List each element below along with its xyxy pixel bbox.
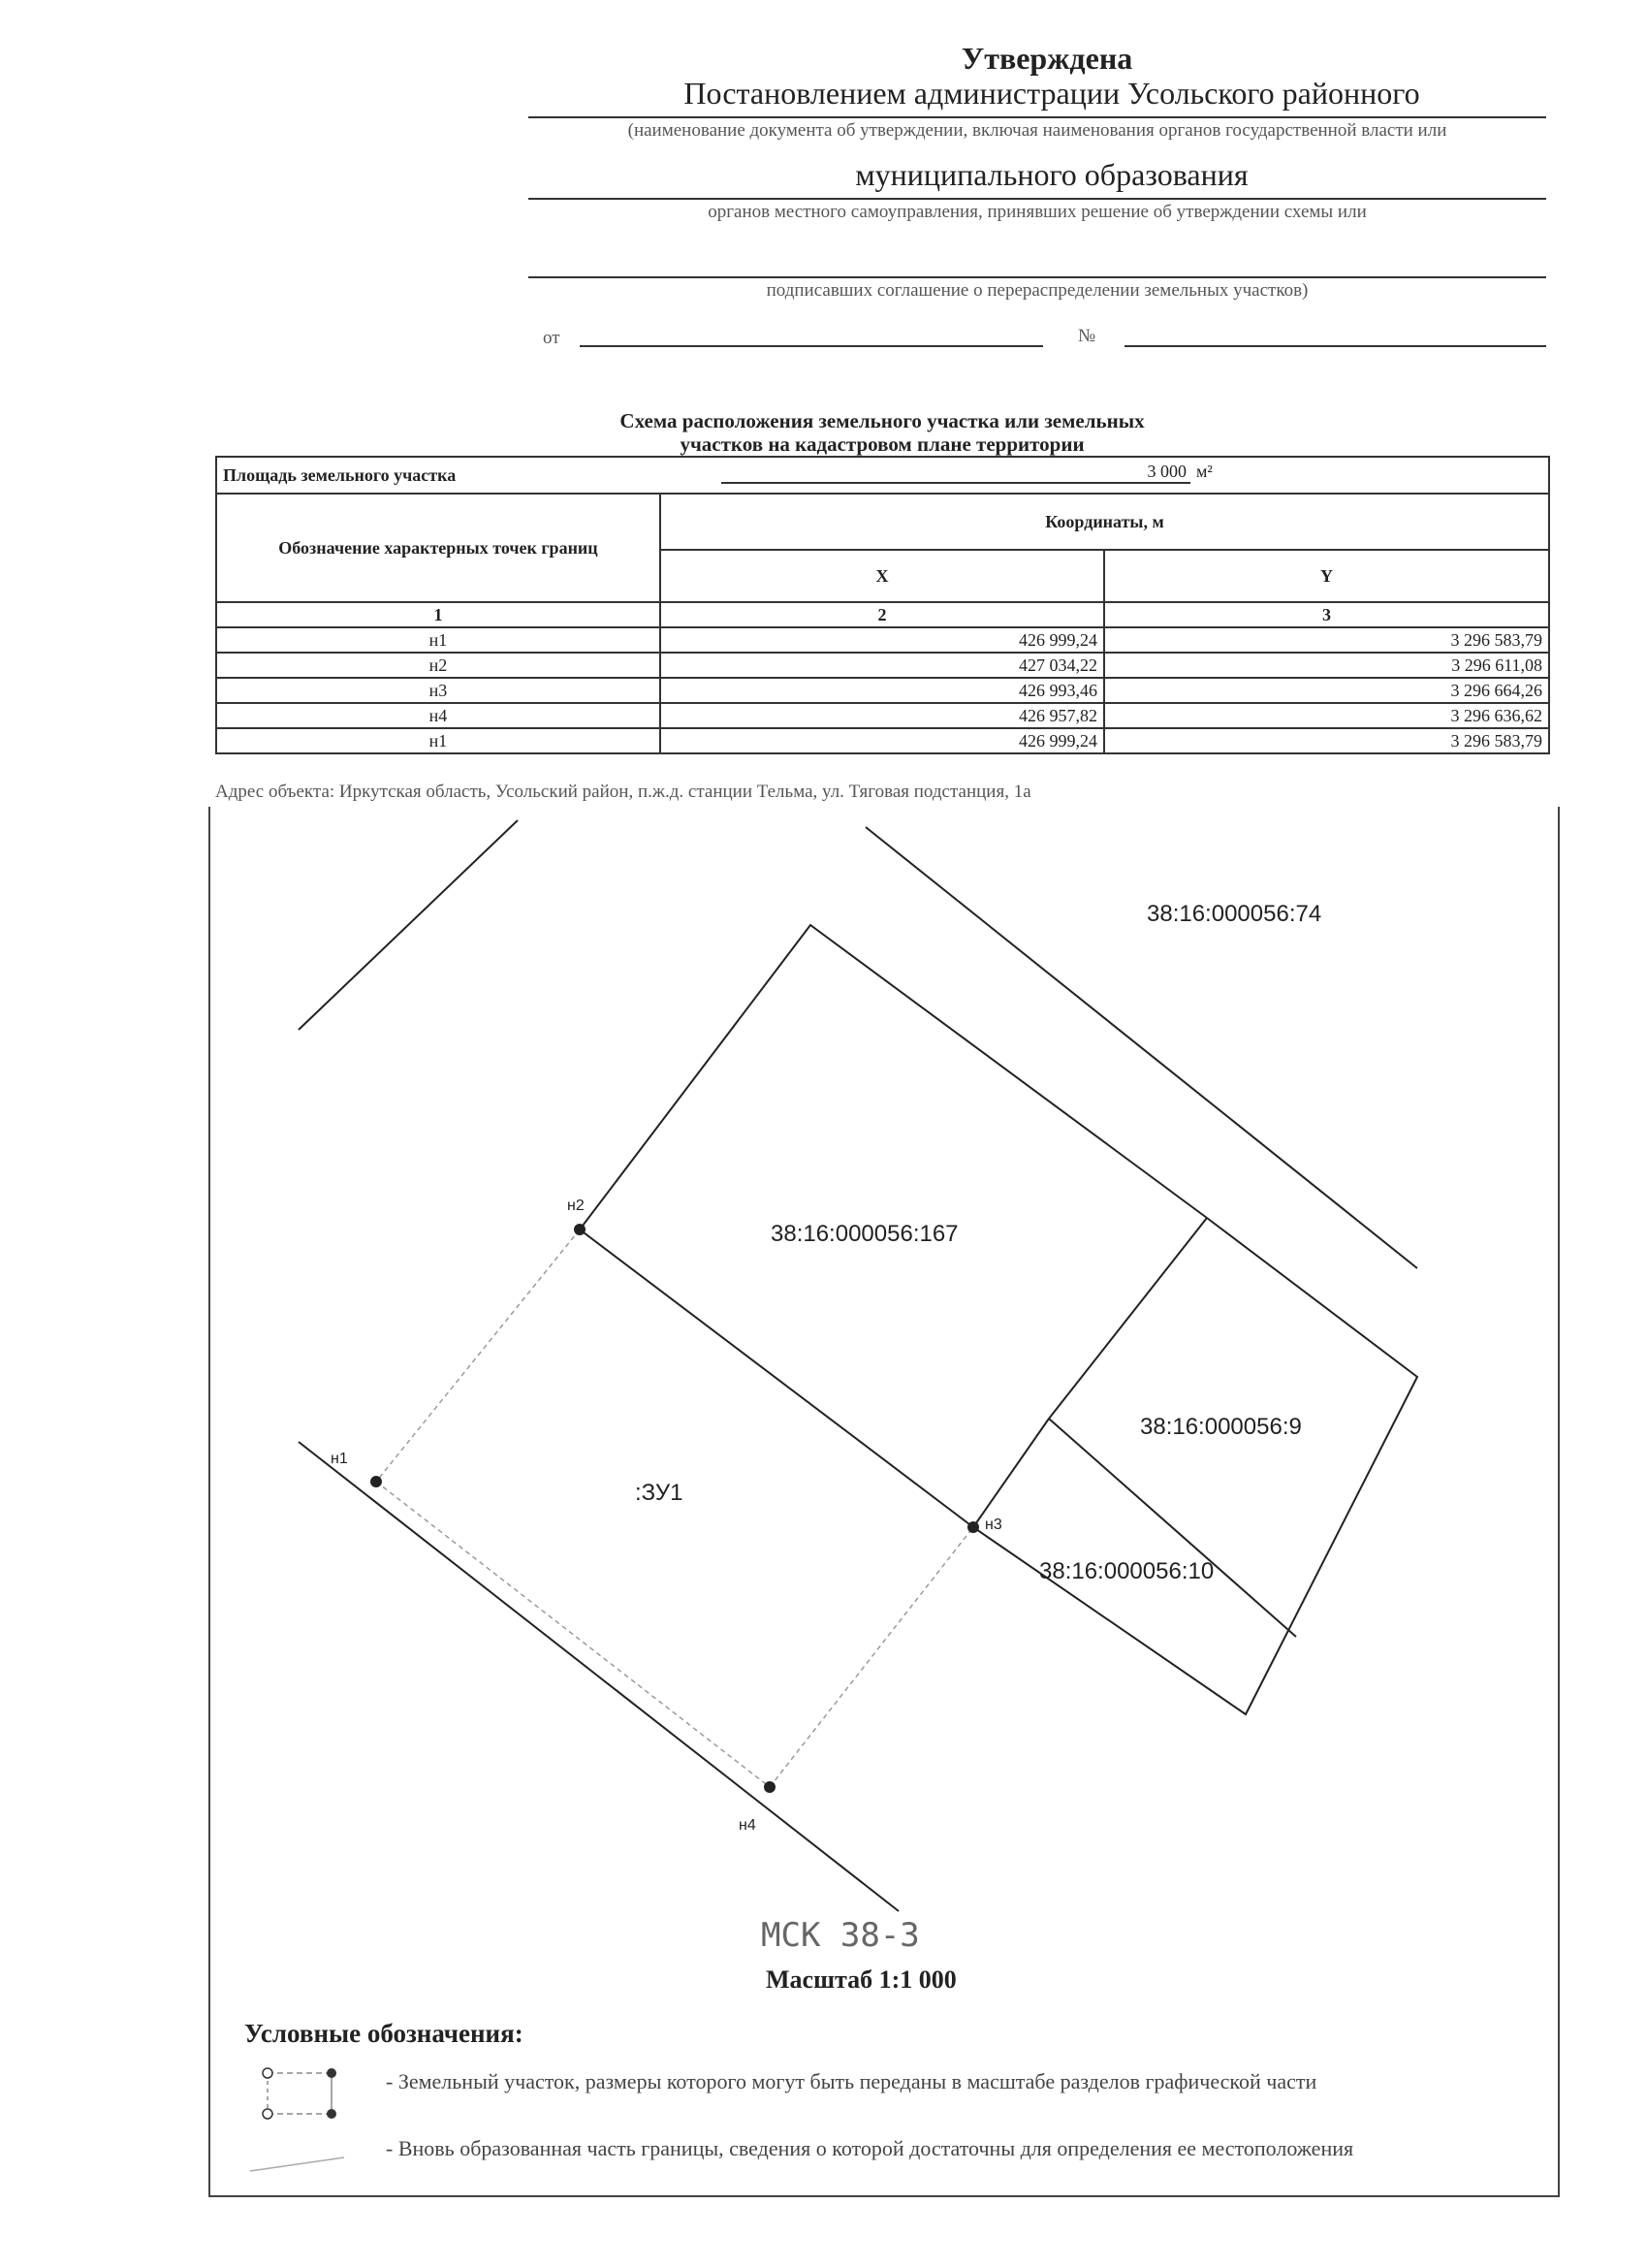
coord-y: 3 296 583,79 (1104, 627, 1549, 653)
number-label: № (1078, 326, 1096, 346)
coord-x: 426 999,24 (660, 728, 1104, 753)
point-label-n3: н3 (985, 1517, 1002, 1533)
parcel-boundaries (299, 820, 1417, 1911)
parcel-label-10: 38:16:000056:10 (1039, 1558, 1215, 1584)
point-name: н3 (216, 678, 660, 703)
point-name: н4 (216, 703, 660, 728)
area-label: Площадь земельного участка (223, 464, 457, 485)
boundary-167-9 (1049, 1218, 1207, 1419)
road-boundary (299, 1442, 899, 1911)
coord-x: 426 993,46 (660, 678, 1104, 703)
parcel-167-boundary (580, 925, 1207, 1230)
coordinate-system-label: МСК 38-3 (761, 1916, 920, 1955)
header-coordinates: Координаты, м (660, 494, 1549, 550)
parcel-label-74: 38:16:000056:74 (1147, 901, 1322, 927)
boundary-line-nw (299, 820, 518, 1030)
parcel-label-9: 38:16:000056:9 (1140, 1414, 1302, 1440)
point-name: н1 (216, 627, 660, 653)
new-boundary-n4-n3 (770, 1527, 973, 1787)
point-name: н1 (216, 728, 660, 753)
coord-y: 3 296 611,08 (1104, 653, 1549, 678)
object-address: Адрес объекта: Иркутская область, Усольский район, п.ж.д. станции Тельма, ул. Тяговая подстанция, 1а (215, 782, 1031, 802)
point-label-n2: н2 (567, 1198, 585, 1214)
point-n4-marker (764, 1781, 776, 1793)
header-points: Обозначение характерных точек границ (216, 494, 660, 602)
boundary-points (370, 1224, 979, 1793)
point-name: н2 (216, 653, 660, 678)
area-value: 3 000 (721, 462, 1190, 484)
approval-title: Утверждена (961, 41, 1133, 76)
coord-y: 3 296 664,26 (1104, 678, 1549, 703)
header-y: Y (1104, 550, 1549, 602)
point-label-n1: н1 (331, 1451, 348, 1467)
parcel-label-zu1: :ЗУ1 (635, 1480, 683, 1506)
boundary-line-74 (866, 827, 1417, 1268)
coord-x: 426 999,24 (660, 627, 1104, 653)
new-boundaries (376, 1230, 973, 1787)
index-cell: 2 (660, 602, 1104, 627)
area-unit: м² (1196, 462, 1213, 481)
scheme-title-line1: Схема расположения земельного участка или земельных (619, 409, 1145, 432)
parcel-9-10-outline (973, 1218, 1417, 1714)
scale-label: Масштаб 1:1 000 (766, 1965, 957, 1994)
new-boundary-n2-n1 (376, 1230, 580, 1482)
index-cell: 1 (216, 602, 660, 627)
boundary-10-west (973, 1419, 1049, 1527)
legend-symbol-parcel (263, 2068, 336, 2119)
scheme-title-line2: участков на кадастровом плане территории (680, 432, 1085, 456)
header-x: X (660, 550, 1104, 602)
legend-title: Условные обозначения: (244, 2019, 523, 2048)
coord-x: 427 034,22 (660, 653, 1104, 678)
point-n2-marker (574, 1224, 586, 1235)
new-boundary-n1-n4 (376, 1482, 770, 1787)
caption-2: органов местного самоуправления, принявших решение об утверждении схемы или (708, 202, 1367, 222)
coord-y: 3 296 636,62 (1104, 703, 1549, 728)
caption-1: (наименование документа об утверждении, включая наименования органов государственной власти или (627, 120, 1447, 141)
point-n3-marker (967, 1521, 979, 1533)
legend-symbol-new-boundary (250, 2157, 344, 2171)
approval-document-line1: Постановлением администрации Усольского районного (683, 76, 1420, 111)
index-cell: 3 (1104, 602, 1549, 627)
point-n1-marker (370, 1476, 382, 1487)
parcel-label-167: 38:16:000056:167 (771, 1221, 959, 1247)
coord-y: 3 296 583,79 (1104, 728, 1549, 753)
date-label: от (543, 328, 560, 348)
caption-3: подписавших соглашение о перераспределении земельных участков) (766, 280, 1309, 301)
approval-document-line2: муниципального образования (855, 157, 1249, 192)
legend-item-parcel: - Земельный участок, размеры которого могут быть переданы в масштабе разделов графической части (386, 2069, 1317, 2093)
point-label-n4: н4 (739, 1817, 756, 1834)
legend-item-new-boundary: - Вновь образованная часть границы, сведения о которой достаточны для определения ее местоположения (386, 2136, 1354, 2160)
coord-x: 426 957,82 (660, 703, 1104, 728)
